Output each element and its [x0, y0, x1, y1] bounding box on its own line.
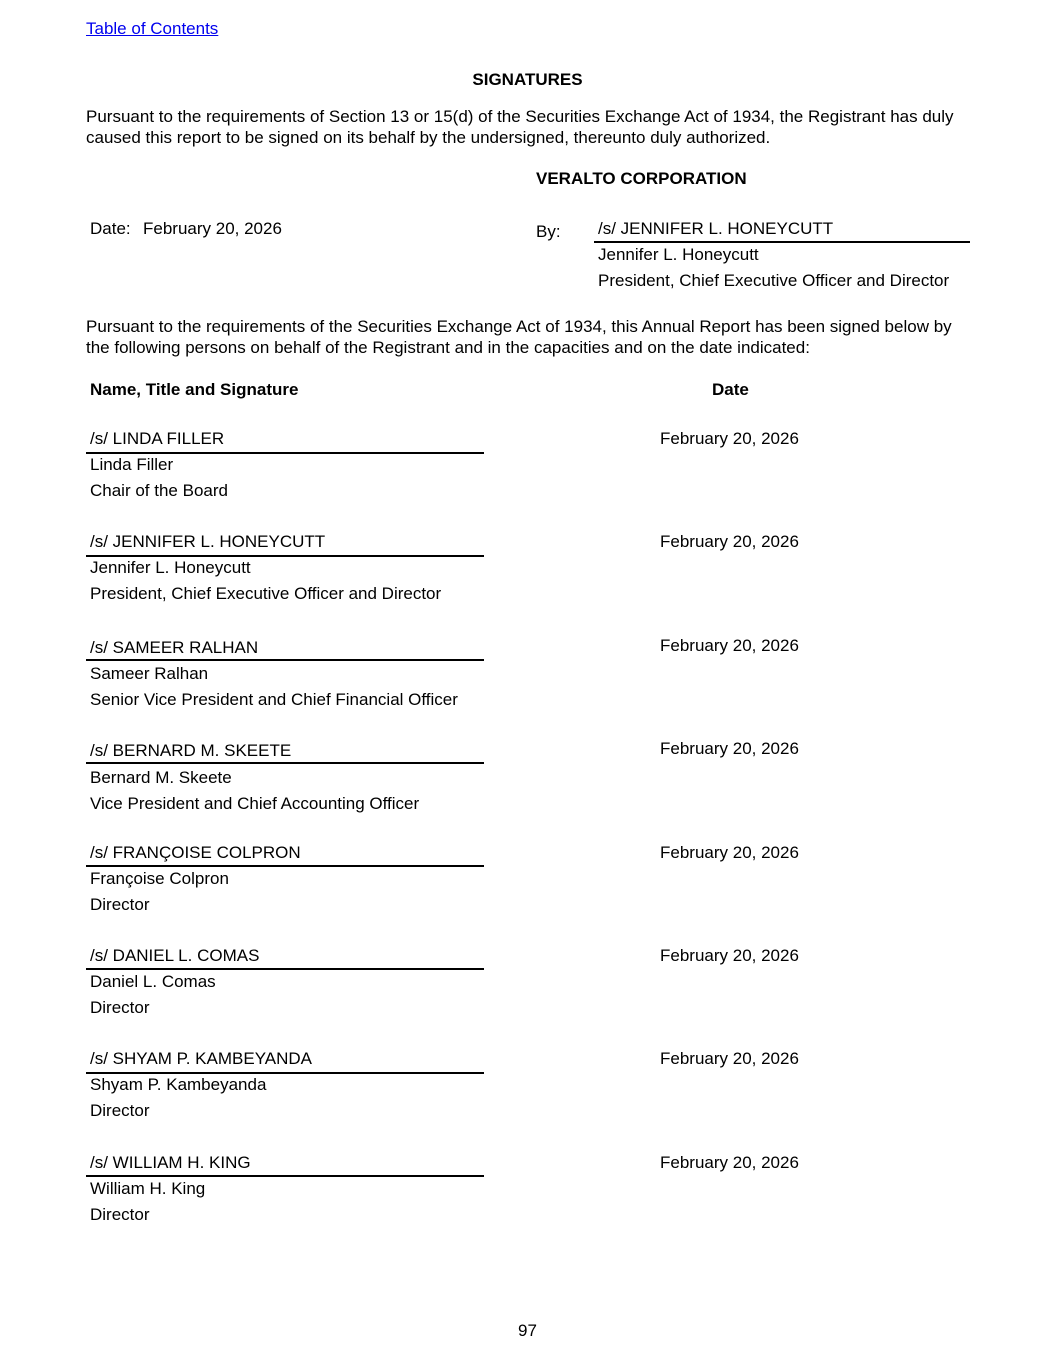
signature-line — [86, 1175, 484, 1177]
table-of-contents-link[interactable]: Table of Contents — [86, 19, 219, 38]
signature-text: /s/ FRANÇOISE COLPRON — [90, 843, 301, 862]
page-number: 97 — [518, 1321, 537, 1340]
registrant-signature: /s/ JENNIFER L. HONEYCUTT — [598, 219, 834, 238]
by-label: By: — [536, 222, 561, 241]
signer-name: Sameer Ralhan — [90, 664, 209, 683]
second-paragraph: Pursuant to the requirements of the Securities Exchange Act of 1934, this Annual Report has been signed below by the following persons on behalf of the Registrant and in the capacities and on the date indicated: — [86, 317, 952, 357]
signature-date: February 20, 2026 — [660, 636, 799, 655]
signature-line — [86, 659, 484, 661]
intro-paragraph: Pursuant to the requirements of Section 13 or 15(d) of the Securities Exchange Act of 1934, the Registrant has duly caused this report to be signed on its behalf by the undersigned, thereunto duly authorized. — [86, 107, 954, 147]
signer-name: Daniel L. Comas — [90, 972, 216, 991]
date-value: February 20, 2026 — [143, 219, 282, 238]
signature-date: February 20, 2026 — [660, 1049, 799, 1068]
signature-text: /s/ SAMEER RALHAN — [90, 638, 259, 657]
signature-date: February 20, 2026 — [660, 946, 799, 965]
signature-text: /s/ BERNARD M. SKEETE — [90, 741, 292, 760]
signer-title: Director — [90, 1205, 150, 1224]
signature-date: February 20, 2026 — [660, 1153, 799, 1172]
signer-title: Vice President and Chief Accounting Officer — [90, 794, 420, 813]
signer-title: Director — [90, 1101, 150, 1120]
signer-name: Linda Filler — [90, 455, 174, 474]
signer-title: Senior Vice President and Chief Financial Officer — [90, 690, 458, 709]
registrant-signer-name: Jennifer L. Honeycutt — [598, 245, 759, 264]
signature-text: /s/ DANIEL L. COMAS — [90, 946, 260, 965]
signature-text: /s/ LINDA FILLER — [90, 429, 225, 448]
signature-line — [86, 865, 484, 867]
signer-name: Jennifer L. Honeycutt — [90, 558, 251, 577]
signer-name: Shyam P. Kambeyanda — [90, 1075, 267, 1094]
signature-line — [86, 762, 484, 764]
column-header-name: Name, Title and Signature — [90, 380, 299, 399]
signer-name: Françoise Colpron — [90, 869, 229, 888]
signer-name: Bernard M. Skeete — [90, 768, 232, 787]
signature-line — [86, 555, 484, 557]
signer-title: Director — [90, 998, 150, 1017]
signature-text: /s/ SHYAM P. KAMBEYANDA — [90, 1049, 313, 1068]
page-title: SIGNATURES — [472, 70, 583, 89]
signature-date: February 20, 2026 — [660, 429, 799, 448]
registrant-signer-title: President, Chief Executive Officer and Director — [598, 271, 950, 290]
signer-title: Chair of the Board — [90, 481, 228, 500]
company-name: VERALTO CORPORATION — [536, 169, 747, 188]
signer-title: Director — [90, 895, 150, 914]
signature-text: /s/ JENNIFER L. HONEYCUTT — [90, 532, 326, 551]
signature-line — [86, 452, 484, 454]
signature-date: February 20, 2026 — [660, 843, 799, 862]
signature-date: February 20, 2026 — [660, 739, 799, 758]
date-label: Date: — [90, 219, 131, 238]
signature-date: February 20, 2026 — [660, 532, 799, 551]
signer-name: William H. King — [90, 1179, 206, 1198]
signature-text: /s/ WILLIAM H. KING — [90, 1153, 251, 1172]
column-header-date: Date — [712, 380, 749, 399]
registrant-signature-line — [594, 241, 970, 243]
signature-line — [86, 1072, 484, 1074]
signer-title: President, Chief Executive Officer and Director — [90, 584, 442, 603]
signature-line — [86, 968, 484, 970]
